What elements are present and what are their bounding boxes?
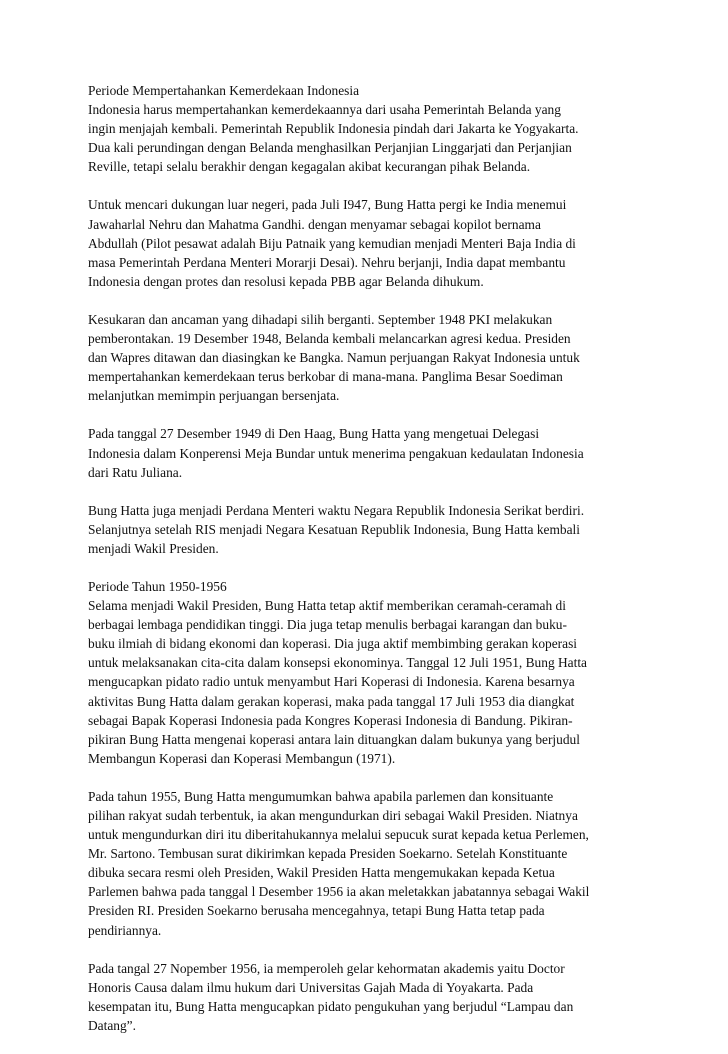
text-line: pendiriannya.	[88, 922, 162, 938]
text-line: mengucapkan pidato radio untuk menyambut Hari Koperasi di Indonesia. Karena besarnya	[88, 674, 575, 690]
text-line: Indonesia dalam Konperensi Meja Bundar untuk menerima pengakuan kedaulatan Indonesia	[88, 445, 584, 461]
text-line: sebagai Bapak Koperasi Indonesia pada Kongres Koperasi Indonesia di Bandung. Pikiran-	[88, 712, 573, 728]
text-line: Reville, tetapi selalu berakhir dengan kegagalan akibat kecurangan pihak Belanda.	[88, 159, 531, 175]
text-line: masa Pemerintah Perdana Menteri Morarji Desai). Nehru berjanji, India dapat membantu	[88, 254, 566, 270]
paragraph	[88, 81, 688, 176]
text-line: Parlemen bahwa pada tanggal l Desember 1956 ia akan meletakkan jabatannya sebagai Wakil	[88, 884, 590, 900]
text-line: Presiden RI. Presiden Soekarno berusaha mencegahnya, tetapi Bung Hatta tetap pada	[88, 903, 545, 919]
text-line: pikiran Bung Hatta mengenai koperasi antara lain dituangkan dalam bukunya yang berjudul	[88, 731, 580, 747]
text-line: aktivitas Bung Hatta dalam gerakan koperasi, maka pada tanggal 17 Juli 1953 dia diangkat	[88, 693, 575, 709]
text-line: untuk mengundurkan diri itu diberitahukannya melalui sepucuk surat kepada ketua Perlemen,	[88, 827, 589, 843]
text-line: menjadi Wakil Presiden.	[88, 540, 219, 556]
text-line: Kesukaran dan ancaman yang dihadapi silih berganti. September 1948 PKI melakukan	[88, 311, 553, 327]
text-line: Selama menjadi Wakil Presiden, Bung Hatta tetap aktif memberikan ceramah-ceramah di	[88, 598, 566, 614]
text-line: dari Ratu Juliana.	[88, 464, 183, 480]
text-line: Untuk mencari dukungan luar negeri, pada Juli I947, Bung Hatta pergi ke India menemui	[88, 197, 567, 213]
paragraph	[88, 577, 688, 768]
text-line: berbagai lembaga pendidikan tinggi. Dia juga tetap menulis berbagai karangan dan buku-	[88, 617, 567, 633]
text-line: Periode Tahun 1950-1956	[88, 578, 227, 594]
text-line: pilihan rakyat sudah terbentuk, ia akan mengundurkan diri sebagai Wakil Presiden. Niatnya	[88, 808, 578, 823]
paragraph	[88, 959, 688, 1035]
text-line: Datang”.	[88, 1017, 136, 1033]
text-line: dibuka secara resmi oleh Presiden, Wakil Presiden Hatta mengemukakan kepada Ketua	[88, 865, 555, 881]
paragraph	[88, 424, 688, 481]
text-line: Honoris Causa dalam ilmu hukum dari Universitas Gajah Mada di Yoyakarta. Pada	[88, 979, 534, 995]
paragraph	[88, 787, 688, 940]
paragraph	[88, 310, 688, 405]
text-line: Bung Hatta juga menjadi Perdana Menteri waktu Negara Republik Indonesia Serikat berdiri.	[88, 502, 585, 518]
text-line: melanjutkan memimpin perjuangan bersenjata.	[88, 388, 340, 404]
text-line: Mr. Sartono. Tembusan surat dikirimkan kepada Presiden Soekarno. Setelah Konstituante	[88, 846, 568, 862]
text-line: kesempatan itu, Bung Hatta mengucapkan pidato pengukuhan yang berjudul “Lampau dan	[88, 998, 574, 1014]
paragraph	[88, 501, 688, 558]
paragraph	[88, 195, 688, 290]
text-line: Membangun Koperasi dan Koperasi Membangun (1971).	[88, 750, 396, 766]
text-line: Pada tangal 27 Nopember 1956, ia memperoleh gelar kehormatan akademis yaitu Doctor	[88, 960, 565, 976]
text-line: pemberontakan. 19 Desember 1948, Belanda kembali melancarkan agresi kedua. Presiden	[88, 331, 571, 347]
text-line: Abdullah (Pilot pesawat adalah Biju Patnaik yang kemudian menjadi Menteri Baja India di	[88, 235, 576, 251]
text-line: buku ilmiah di bidang ekonomi dan koperasi. Dia juga aktif membimbing gerakan koperasi	[88, 636, 578, 652]
text-line: Jawaharlal Nehru dan Mahatma Gandhi. dengan menyamar sebagai kopilot bernama	[88, 216, 541, 232]
document-body	[88, 81, 688, 1054]
text-line: Periode Mempertahankan Kemerdekaan Indonesia	[88, 83, 360, 98]
text-line: Pada tahun 1955, Bung Hatta mengumumkan bahwa apabila parlemen dan konsituante	[88, 788, 554, 804]
text-line: dan Wapres ditawan dan diasingkan ke Bangka. Namun perjuangan Rakyat Indonesia untuk	[88, 350, 580, 366]
text-line: ingin menjajah kembali. Pemerintah Republik Indonesia pindah dari Jakarta ke Yogyakarta.	[88, 121, 579, 137]
text-line: Indonesia harus mempertahankan kemerdekaannya dari usaha Pemerintah Belanda yang	[88, 102, 561, 118]
text-line: Dua kali perundingan dengan Belanda menghasilkan Perjanjian Linggarjati dan Perjanjian	[88, 140, 572, 156]
text-line: Selanjutnya setelah RIS menjadi Negara Kesatuan Republik Indonesia, Bung Hatta kembali	[88, 521, 580, 537]
text-line: untuk melaksanakan cita-cita dalam konsepsi ekonominya. Tanggal 12 Juli 1951, Bung Hatta	[88, 655, 587, 671]
text-line: Pada tanggal 27 Desember 1949 di Den Haag, Bung Hatta yang mengetuai Delegasi	[88, 426, 540, 442]
text-line: mempertahankan kemerdekaan terus berkobar di mana-mana. Panglima Besar Soediman	[88, 369, 563, 385]
text-line: Indonesia dengan protes dan resolusi kepada PBB agar Belanda dihukum.	[88, 273, 484, 289]
